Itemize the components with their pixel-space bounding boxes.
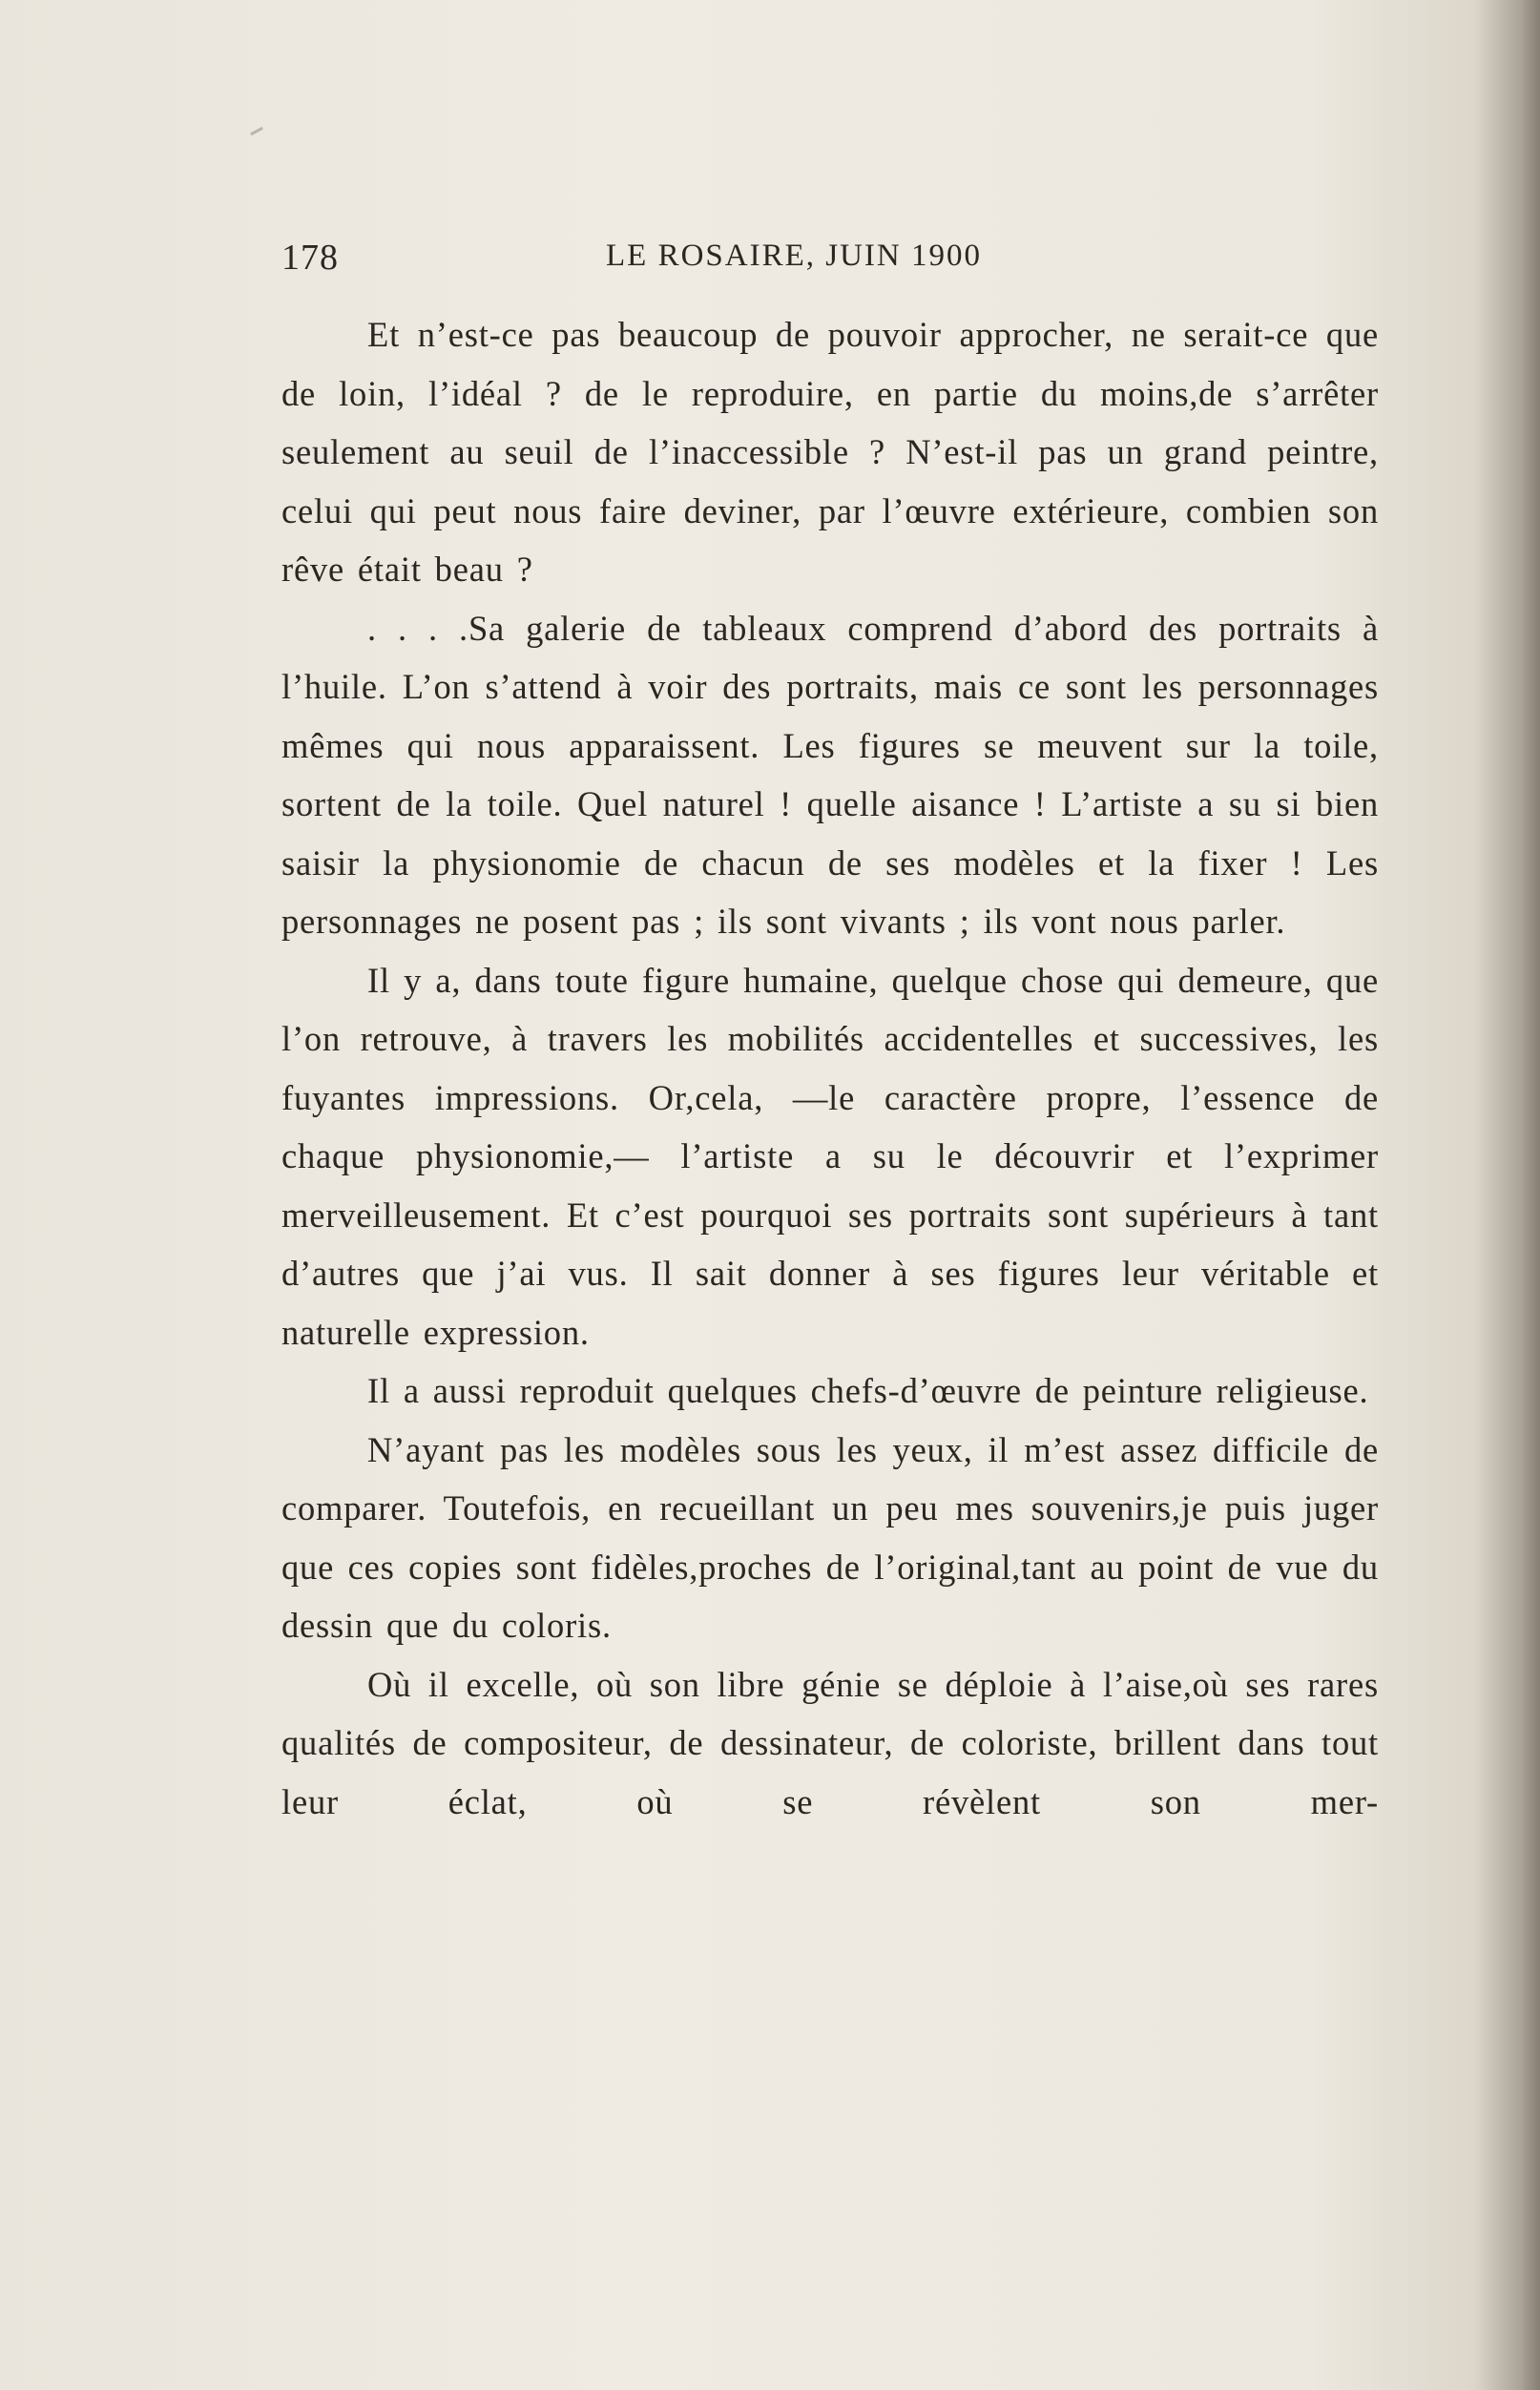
paragraph-6: Où il excelle, où son libre génie se déploie à l’aise,où ses rares qualités de compositeur, de dessinateur, de coloriste, brillent dans tout leur éclat, où se révèlent son mer- (281, 1664, 1379, 1821)
paragraph-5: N’ayant pas les modèles sous les yeux, il m’est assez difficile de comparer. Toutefois, en recueillant un peu mes souvenirs,je puis juger que ces copies sont fidèles,proches de l’original,tant au point de vue du dessin que du coloris. (281, 1429, 1379, 1645)
paper-speck (250, 127, 263, 135)
body-text (281, 305, 1379, 1831)
running-header (281, 237, 1379, 279)
running-title: LE ROSAIRE, JUIN 1900 (606, 239, 982, 273)
page-edge-shadow (1473, 0, 1540, 2390)
page-number: 178 (281, 238, 339, 278)
paragraph-1: Et n’est-ce pas beaucoup de pouvoir approcher, ne serait-ce que de loin, l’idéal ? de le reproduire, en partie du moins,de s’arrêter seulement au seuil de l’inaccessible ? N’est-il pas un grand peintre, celui qui peut nous faire deviner, par l’œuvre extérieure, combien son rêve était beau ? (281, 315, 1379, 589)
paragraph-2: . . . .Sa galerie de tableaux comprend d’abord des portraits à l’huile. L’on s’attend à voir des portraits, mais ce sont les personnages mêmes qui nous apparaissent. Les figures se meuvent sur la toile, sortent de la toile. Quel naturel ! quelle aisance ! L’artiste a su si bien saisir la physionomie de chacun de ses modèles et la fixer ! Les personnages ne posent pas ; ils sont vivants ; ils vont nous parler. (281, 608, 1379, 941)
paragraph-4: Il a aussi reproduit quelques chefs-d’œuvre de peinture religieuse. (367, 1371, 1369, 1410)
paragraph-3: Il y a, dans toute figure humaine, quelque chose qui demeure, que l’on retrouve, à travers les mobilités accidentelles et successives, les fuyantes impressions. Or,cela, —le caractère propre, l’essence de chaque physionomie,— l’artiste a su le découvrir et l’exprimer merveilleusement. Et c’est pourquoi ses portraits sont supérieurs à tant d’autres que j’ai vus. Il sait donner à ses figures leur véritable et naturelle expression. (281, 960, 1379, 1352)
